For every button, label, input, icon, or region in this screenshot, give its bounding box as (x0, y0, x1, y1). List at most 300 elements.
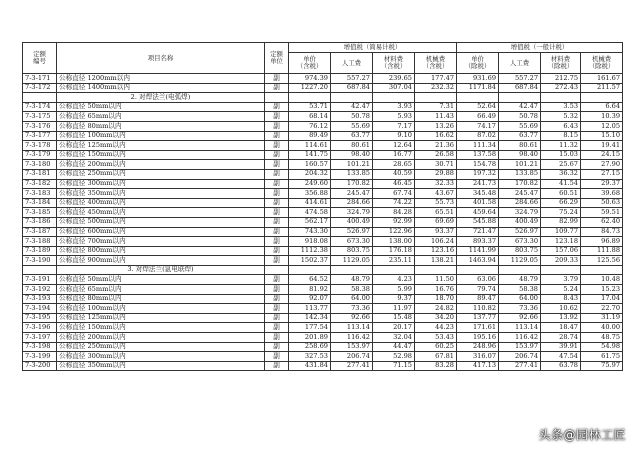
material-cost-incl: 52.98 (373, 352, 415, 362)
table-row (23, 361, 623, 371)
quota-code: 7-3-188 (23, 237, 57, 247)
labor-cost-general: 153.97 (499, 342, 541, 352)
table-row (23, 198, 623, 208)
labor-cost: 80.61 (331, 141, 373, 151)
material-cost-excl: 212.75 (541, 74, 581, 84)
item-name: 公称直径 200mm以内 (57, 160, 265, 170)
unit-price-excl: 1141.99 (457, 246, 499, 256)
table-header-row (23, 43, 623, 53)
machine-cost-incl: 138.21 (415, 256, 457, 266)
header-unit-price-excl: 单价 （除税） (457, 53, 499, 74)
labor-cost: 73.36 (331, 304, 373, 314)
machine-cost-excl: 27.90 (581, 160, 623, 170)
table-row (23, 121, 623, 131)
material-cost-incl: 235.11 (373, 256, 415, 266)
item-name: 公称直径 400mm以内 (57, 198, 265, 208)
machine-cost-excl: 15.23 (581, 285, 623, 295)
unit-price-excl: 1463.94 (457, 256, 499, 266)
unit: 副 (265, 285, 289, 295)
unit-price-incl: 92.07 (289, 294, 331, 304)
labor-cost-general: 1129.05 (499, 256, 541, 266)
labor-cost-general: 284.66 (499, 198, 541, 208)
labor-cost-general: 98.40 (499, 150, 541, 160)
labor-cost: 170.82 (331, 179, 373, 189)
unit: 副 (265, 246, 289, 256)
unit-price-excl: 931.69 (457, 74, 499, 84)
machine-cost-excl: 54.98 (581, 342, 623, 352)
labor-cost: 245.47 (331, 189, 373, 199)
quota-code: 7-3-186 (23, 217, 57, 227)
material-cost-incl: 4.23 (373, 275, 415, 285)
unit-price-excl: 345.48 (457, 189, 499, 199)
unit-price-incl: 68.14 (289, 112, 331, 122)
labor-cost: 206.74 (331, 352, 373, 362)
material-cost-incl: 84.28 (373, 208, 415, 218)
item-name: 公称直径 100mm以内 (57, 131, 265, 141)
labor-cost: 50.78 (331, 112, 373, 122)
item-name: 公称直径 1400mm以内 (57, 83, 265, 93)
unit-price-excl: 63.06 (457, 275, 499, 285)
unit: 副 (265, 304, 289, 314)
labor-cost: 400.49 (331, 217, 373, 227)
machine-cost-incl: 43.67 (415, 189, 457, 199)
material-cost-incl: 3.93 (373, 102, 415, 112)
quota-code: 7-3-199 (23, 352, 57, 362)
header-group-general-tax: 增值税（一般计税） (457, 43, 623, 53)
machine-cost-incl: 21.36 (415, 141, 457, 151)
unit: 副 (265, 160, 289, 170)
material-cost-incl: 92.99 (373, 217, 415, 227)
table-row (23, 169, 623, 179)
unit-price-excl: 241.73 (457, 179, 499, 189)
machine-cost-incl: 32.33 (415, 179, 457, 189)
material-cost-excl: 157.06 (541, 246, 581, 256)
table-row (23, 246, 623, 256)
unit-price-excl: 248.96 (457, 342, 499, 352)
item-name: 公称直径 50mm以内 (57, 102, 265, 112)
header-machine-excl: 机械费 （除税） (581, 53, 623, 74)
material-cost-excl: 6.43 (541, 121, 581, 131)
item-name: 公称直径 350mm以内 (57, 361, 265, 371)
quota-code: 7-3-175 (23, 112, 57, 122)
material-cost-incl: 176.18 (373, 246, 415, 256)
item-name: 公称直径 125mm以内 (57, 141, 265, 151)
item-name: 公称直径 150mm以内 (57, 323, 265, 333)
item-name: 公称直径 500mm以内 (57, 217, 265, 227)
labor-cost-general: 64.00 (499, 294, 541, 304)
table-row (23, 131, 623, 141)
machine-cost-excl: 125.56 (581, 256, 623, 266)
quota-code: 7-3-193 (23, 294, 57, 304)
material-cost-incl: 7.17 (373, 121, 415, 131)
table-row (23, 323, 623, 333)
unit: 副 (265, 294, 289, 304)
unit: 副 (265, 179, 289, 189)
machine-cost-excl: 10.39 (581, 112, 623, 122)
labor-cost-general: 116.42 (499, 333, 541, 343)
unit-price-incl: 141.75 (289, 150, 331, 160)
section-empty-cell (373, 265, 415, 275)
machine-cost-excl: 31.19 (581, 313, 623, 323)
material-cost-excl: 82.99 (541, 217, 581, 227)
material-cost-excl: 41.54 (541, 179, 581, 189)
unit: 副 (265, 227, 289, 237)
table-row (23, 150, 623, 160)
item-name: 公称直径 65mm以内 (57, 285, 265, 295)
section-code-cell (23, 93, 57, 103)
item-name: 公称直径 250mm以内 (57, 169, 265, 179)
quota-price-table (22, 42, 623, 371)
unit-price-incl: 89.49 (289, 131, 331, 141)
machine-cost-excl: 40.00 (581, 323, 623, 333)
machine-cost-excl: 27.15 (581, 169, 623, 179)
material-cost-incl: 20.17 (373, 323, 415, 333)
machine-cost-incl: 24.82 (415, 304, 457, 314)
unit-price-excl: 171.61 (457, 323, 499, 333)
quota-code: 7-3-176 (23, 121, 57, 131)
material-cost-excl: 15.03 (541, 150, 581, 160)
labor-cost: 92.66 (331, 313, 373, 323)
section-code-cell (23, 265, 57, 275)
labor-cost-general: 113.14 (499, 323, 541, 333)
labor-cost-general: 101.21 (499, 160, 541, 170)
unit: 副 (265, 112, 289, 122)
material-cost-incl: 40.59 (373, 169, 415, 179)
machine-cost-excl: 19.41 (581, 141, 623, 151)
material-cost-excl: 11.32 (541, 141, 581, 151)
quota-code: 7-3-190 (23, 256, 57, 266)
section-empty-cell (457, 265, 499, 275)
unit: 副 (265, 237, 289, 247)
material-cost-excl: 272.43 (541, 83, 581, 93)
quota-code: 7-3-172 (23, 83, 57, 93)
table-row (23, 342, 623, 352)
material-cost-excl: 75.24 (541, 208, 581, 218)
unit-price-incl: 974.39 (289, 74, 331, 84)
machine-cost-incl: 123.16 (415, 246, 457, 256)
labor-cost-general: 50.78 (499, 112, 541, 122)
table-row (23, 304, 623, 314)
material-cost-incl: 9.10 (373, 131, 415, 141)
table-row (23, 160, 623, 170)
unit: 副 (265, 352, 289, 362)
machine-cost-excl: 84.73 (581, 227, 623, 237)
unit: 副 (265, 361, 289, 371)
labor-cost: 557.27 (331, 74, 373, 84)
machine-cost-incl: 11.50 (415, 275, 457, 285)
unit-price-excl: 316.07 (457, 352, 499, 362)
machine-cost-incl: 60.25 (415, 342, 457, 352)
material-cost-excl: 60.51 (541, 189, 581, 199)
machine-cost-excl: 61.75 (581, 352, 623, 362)
section-empty-cell (289, 93, 331, 103)
material-cost-incl: 67.74 (373, 189, 415, 199)
unit-price-excl: 111.34 (457, 141, 499, 151)
unit-price-excl: 459.64 (457, 208, 499, 218)
unit-price-excl: 893.37 (457, 237, 499, 247)
unit-price-excl: 195.16 (457, 333, 499, 343)
machine-cost-excl: 29.37 (581, 179, 623, 189)
unit-price-incl: 114.61 (289, 141, 331, 151)
table-row (23, 333, 623, 343)
quota-code: 7-3-174 (23, 102, 57, 112)
unit-price-excl: 721.47 (457, 227, 499, 237)
unit: 副 (265, 150, 289, 160)
labor-cost: 55.69 (331, 121, 373, 131)
unit-price-incl: 1502.37 (289, 256, 331, 266)
item-name: 公称直径 150mm以内 (57, 150, 265, 160)
table-row (23, 83, 623, 93)
labor-cost: 803.75 (331, 246, 373, 256)
section-empty-cell (415, 265, 457, 275)
quota-code: 7-3-185 (23, 208, 57, 218)
unit-price-incl: 356.88 (289, 189, 331, 199)
labor-cost-general: 673.30 (499, 237, 541, 247)
item-name: 公称直径 350mm以内 (57, 189, 265, 199)
unit: 副 (265, 83, 289, 93)
machine-cost-excl: 75.97 (581, 361, 623, 371)
unit-price-incl: 81.92 (289, 285, 331, 295)
unit-price-incl: 177.54 (289, 323, 331, 333)
section-title: 2. 对焊法兰(电弧焊) (57, 93, 265, 103)
material-cost-excl: 18.47 (541, 323, 581, 333)
material-cost-incl: 28.65 (373, 160, 415, 170)
material-cost-incl: 74.22 (373, 198, 415, 208)
unit-price-incl: 743.30 (289, 227, 331, 237)
table-row (23, 112, 623, 122)
machine-cost-excl: 59.51 (581, 208, 623, 218)
machine-cost-incl: 53.43 (415, 333, 457, 343)
machine-cost-incl: 232.32 (415, 83, 457, 93)
material-cost-excl: 63.78 (541, 361, 581, 371)
labor-cost-general: 80.61 (499, 141, 541, 151)
quota-code: 7-3-187 (23, 227, 57, 237)
quota-code: 7-3-198 (23, 342, 57, 352)
labor-cost-general: 170.82 (499, 179, 541, 189)
labor-cost-general: 55.69 (499, 121, 541, 131)
machine-cost-incl: 44.23 (415, 323, 457, 333)
unit: 副 (265, 102, 289, 112)
table-row (23, 313, 623, 323)
quota-code: 7-3-181 (23, 169, 57, 179)
table-row (23, 208, 623, 218)
quota-code: 7-3-197 (23, 333, 57, 343)
unit-price-excl: 417.13 (457, 361, 499, 371)
machine-cost-excl: 10.48 (581, 275, 623, 285)
item-name: 公称直径 50mm以内 (57, 275, 265, 285)
material-cost-excl: 66.29 (541, 198, 581, 208)
machine-cost-excl: 96.89 (581, 237, 623, 247)
table-row (23, 294, 623, 304)
item-name: 公称直径 80mm以内 (57, 294, 265, 304)
machine-cost-excl: 111.88 (581, 246, 623, 256)
machine-cost-excl: 22.70 (581, 304, 623, 314)
machine-cost-incl: 30.71 (415, 160, 457, 170)
material-cost-incl: 71.15 (373, 361, 415, 371)
material-cost-excl: 13.92 (541, 313, 581, 323)
unit-price-incl: 76.12 (289, 121, 331, 131)
section-empty-cell (373, 93, 415, 103)
unit-price-incl: 53.71 (289, 102, 331, 112)
unit-price-incl: 562.17 (289, 217, 331, 227)
material-cost-excl: 5.24 (541, 285, 581, 295)
labor-cost: 133.85 (331, 169, 373, 179)
quota-code: 7-3-180 (23, 160, 57, 170)
unit: 副 (265, 275, 289, 285)
machine-cost-excl: 6.64 (581, 102, 623, 112)
section-empty-cell (415, 93, 457, 103)
machine-cost-excl: 161.67 (581, 74, 623, 84)
unit: 副 (265, 74, 289, 84)
unit-price-incl: 258.69 (289, 342, 331, 352)
labor-cost: 687.84 (331, 83, 373, 93)
labor-cost: 153.97 (331, 342, 373, 352)
labor-cost-general: 133.85 (499, 169, 541, 179)
material-cost-excl: 36.32 (541, 169, 581, 179)
quota-code: 7-3-196 (23, 323, 57, 333)
material-cost-incl: 138.00 (373, 237, 415, 247)
machine-cost-incl: 65.51 (415, 208, 457, 218)
unit-price-excl: 52.64 (457, 102, 499, 112)
labor-cost: 284.66 (331, 198, 373, 208)
machine-cost-excl: 12.05 (581, 121, 623, 131)
table-row (23, 74, 623, 84)
section-empty-cell (499, 93, 541, 103)
quota-code: 7-3-195 (23, 313, 57, 323)
labor-cost: 116.42 (331, 333, 373, 343)
section-empty-cell (541, 93, 581, 103)
material-cost-excl: 8.15 (541, 131, 581, 141)
quota-code: 7-3-183 (23, 189, 57, 199)
labor-cost-general: 277.41 (499, 361, 541, 371)
material-cost-excl: 109.77 (541, 227, 581, 237)
labor-cost: 277.41 (331, 361, 373, 371)
machine-cost-incl: 29.88 (415, 169, 457, 179)
unit: 副 (265, 141, 289, 151)
header-material-incl: 材料费 （含税） (373, 53, 415, 74)
unit-price-excl: 197.32 (457, 169, 499, 179)
unit-price-incl: 204.32 (289, 169, 331, 179)
item-name: 公称直径 600mm以内 (57, 227, 265, 237)
header-machine-incl: 机械费 （含税） (415, 53, 457, 74)
unit: 副 (265, 217, 289, 227)
item-name: 公称直径 100mm以内 (57, 304, 265, 314)
material-cost-incl: 239.65 (373, 74, 415, 84)
quota-code: 7-3-191 (23, 275, 57, 285)
unit-price-excl: 1171.84 (457, 83, 499, 93)
machine-cost-incl: 34.20 (415, 313, 457, 323)
table-row (23, 285, 623, 295)
labor-cost: 64.00 (331, 294, 373, 304)
table-row (23, 237, 623, 247)
machine-cost-excl: 39.68 (581, 189, 623, 199)
watermark: 头条@园林工匠 (538, 428, 626, 442)
material-cost-excl: 209.33 (541, 256, 581, 266)
material-cost-excl: 10.62 (541, 304, 581, 314)
unit-price-incl: 414.61 (289, 198, 331, 208)
material-cost-incl: 15.48 (373, 313, 415, 323)
unit-price-incl: 64.52 (289, 275, 331, 285)
unit-price-excl: 137.58 (457, 150, 499, 160)
header-code: 定额 编号 (23, 43, 57, 74)
unit-price-incl: 431.84 (289, 361, 331, 371)
material-cost-excl: 28.74 (541, 333, 581, 343)
machine-cost-excl: 62.40 (581, 217, 623, 227)
material-cost-incl: 122.96 (373, 227, 415, 237)
material-cost-incl: 46.45 (373, 179, 415, 189)
machine-cost-incl: 177.47 (415, 74, 457, 84)
quota-code: 7-3-177 (23, 131, 57, 141)
machine-cost-incl: 93.37 (415, 227, 457, 237)
table-row (23, 179, 623, 189)
labor-cost-general: 557.27 (499, 74, 541, 84)
item-name: 公称直径 65mm以内 (57, 112, 265, 122)
item-name: 公称直径 900mm以内 (57, 256, 265, 266)
labor-cost-general: 206.74 (499, 352, 541, 362)
labor-cost: 1129.05 (331, 256, 373, 266)
unit-price-excl: 545.88 (457, 217, 499, 227)
section-empty-cell (581, 265, 623, 275)
unit: 副 (265, 208, 289, 218)
item-name: 公称直径 700mm以内 (57, 237, 265, 247)
unit-price-incl: 160.57 (289, 160, 331, 170)
unit-price-incl: 142.34 (289, 313, 331, 323)
section-empty-cell (331, 265, 373, 275)
machine-cost-incl: 83.28 (415, 361, 457, 371)
labor-cost: 526.97 (331, 227, 373, 237)
header-name: 项目名称 (57, 43, 265, 74)
machine-cost-excl: 48.75 (581, 333, 623, 343)
machine-cost-incl: 106.24 (415, 237, 457, 247)
material-cost-excl: 39.91 (541, 342, 581, 352)
unit: 副 (265, 169, 289, 179)
unit-price-excl: 137.77 (457, 313, 499, 323)
material-cost-excl: 123.18 (541, 237, 581, 247)
material-cost-excl: 3.79 (541, 275, 581, 285)
machine-cost-incl: 26.58 (415, 150, 457, 160)
unit: 副 (265, 333, 289, 343)
machine-cost-excl: 211.57 (581, 83, 623, 93)
quota-code: 7-3-182 (23, 179, 57, 189)
unit-price-excl: 87.02 (457, 131, 499, 141)
labor-cost-general: 245.47 (499, 189, 541, 199)
section-title: 3. 对焊法兰(氩电联焊) (57, 265, 265, 275)
labor-cost-general: 42.47 (499, 102, 541, 112)
unit-price-incl: 201.89 (289, 333, 331, 343)
material-cost-excl: 5.32 (541, 112, 581, 122)
labor-cost-general: 324.79 (499, 208, 541, 218)
quota-code: 7-3-189 (23, 246, 57, 256)
section-empty-cell (265, 265, 289, 275)
machine-cost-incl: 16.62 (415, 131, 457, 141)
item-name: 公称直径 200mm以内 (57, 333, 265, 343)
labor-cost-general: 58.38 (499, 285, 541, 295)
section-row (23, 265, 623, 275)
labor-cost-general: 73.36 (499, 304, 541, 314)
unit-price-excl: 89.47 (457, 294, 499, 304)
header-labor-general: 人工费 (499, 53, 541, 74)
table-row (23, 141, 623, 151)
table-row (23, 352, 623, 362)
section-empty-cell (541, 265, 581, 275)
machine-cost-incl: 55.73 (415, 198, 457, 208)
unit: 副 (265, 189, 289, 199)
item-name: 公称直径 125mm以内 (57, 313, 265, 323)
unit-price-excl: 154.78 (457, 160, 499, 170)
quota-code: 7-3-200 (23, 361, 57, 371)
section-empty-cell (581, 93, 623, 103)
table-row (23, 256, 623, 266)
